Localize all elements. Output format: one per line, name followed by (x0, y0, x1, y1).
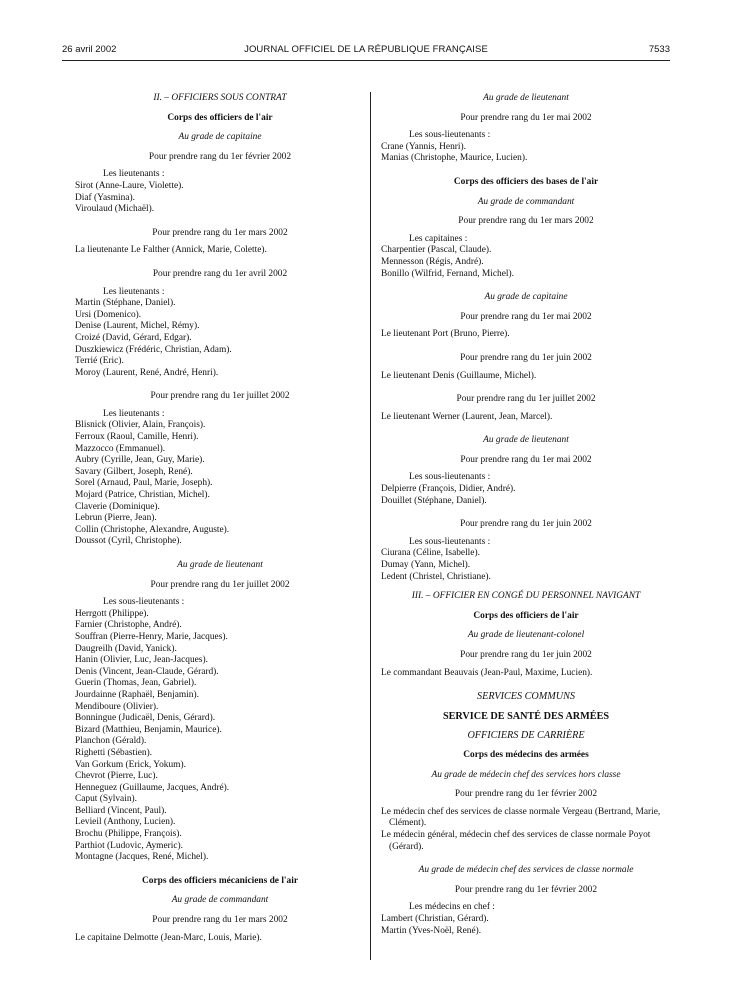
list-item: Mendiboure (Olivier). (75, 701, 159, 712)
list-intro: Les sous-lieutenants : (409, 130, 491, 141)
list-item: Farnier (Christophe, André). (75, 620, 182, 631)
list-item: Chevrot (Pierre, Luc). (75, 771, 158, 782)
list-item: Mennesson (Régis, André). (381, 256, 484, 267)
name-list (75, 181, 365, 216)
grade-heading: Au grade de lieutenant (483, 93, 569, 103)
list-item: Bonningue (Judicaël, Denis, Gérard). (75, 713, 216, 724)
list-intro: Les lieutenants : (103, 169, 165, 180)
name-list (75, 298, 365, 379)
grade-heading: Au grade de lieutenant (483, 435, 569, 446)
name-list (381, 548, 671, 583)
right-column (381, 93, 671, 937)
list-item: Bonillo (Wilfrid, Fernand, Michel). (381, 268, 514, 279)
grade-heading: Au grade de capitaine (178, 132, 262, 143)
rank-date-line: Pour prendre rang du 1er mai 2002 (460, 311, 592, 322)
left-column (75, 93, 365, 944)
list-item: Ursi (Domenico). (75, 309, 142, 320)
grade-heading: Au grade de médecin chef des services de classe normale (418, 865, 634, 876)
list-item: Caput (Sylvain). (75, 794, 137, 805)
list-item: Henneguez (Guillaume, Jacques, André). (75, 782, 230, 793)
list-item: Herrgott (Philippe). (75, 608, 149, 619)
nomination-entry: Le médecin général, médecin chef des services de classe normale Poyot (Gérard). (381, 829, 651, 852)
list-item: Crane (Yannis, Henri). (381, 141, 466, 152)
list-item: Moroy (Laurent, René, André, Henri). (75, 367, 219, 378)
rank-date-line: Pour prendre rang du 1er juillet 2002 (150, 391, 290, 402)
services-communs-heading: SERVICES COMMUNS (477, 691, 575, 703)
rank-date-line: Pour prendre rang du 1er mai 2002 (460, 454, 592, 465)
name-list (381, 245, 671, 280)
rank-date-line: Pour prendre rang du 1er juillet 2002 (456, 394, 596, 405)
nomination-entry: Le lieutenant Denis (Guillaume, Michel). (381, 370, 537, 381)
list-item: Parthiot (Ludovic, Aymeric). (75, 840, 183, 851)
list-item: Righetti (Sébastien). (75, 747, 153, 758)
corps-heading: Corps des officiers des bases de l'air (453, 176, 599, 187)
list-item: Sirot (Anne-Laure, Violette). (75, 180, 184, 191)
nomination-entry: La lieutenante Le Falther (Annick, Marie, Colette). (75, 245, 267, 256)
list-item: Manias (Christophe, Maurice, Lucien). (381, 153, 528, 164)
list-item: Martin (Stéphane, Daniel). (75, 298, 176, 309)
name-list (381, 142, 671, 165)
rank-date-line: Pour prendre rang du 1er mai 2002 (460, 112, 592, 123)
list-intro: Les capitaines : (409, 233, 468, 244)
list-item: Hanin (Olivier, Luc, Jean-Jacques). (75, 655, 208, 666)
rank-date-line: Pour prendre rang du 1er juin 2002 (460, 519, 592, 530)
list-intro: Les lieutenants : (103, 408, 165, 419)
corps-heading: Corps des officiers mécaniciens de l'air (142, 875, 298, 886)
header-date: 26 avril 2002 (62, 44, 117, 55)
list-item: Charpentier (Pascal, Claude). (381, 245, 492, 256)
rank-date-line: Pour prendre rang du 1er mars 2002 (458, 216, 594, 227)
corps-heading: Corps des médecins des armées (463, 749, 589, 760)
list-item: Savary (Gilbert, Joseph, René). (75, 466, 193, 477)
corps-heading: Corps des officiers de l'air (167, 112, 273, 123)
column-divider (370, 92, 371, 960)
list-item: Diaf (Yasmina). (75, 192, 135, 203)
list-item: Souffran (Pierre-Henry, Marie, Jacques). (75, 631, 228, 642)
list-item: Denis (Vincent, Jean-Claude, Gérard). (75, 666, 219, 677)
service-sante-heading: SERVICE DE SANTÉ DES ARMÉES (442, 710, 610, 722)
rank-date-line: Pour prendre rang du 1er juin 2002 (460, 650, 592, 660)
grade-heading: Au grade de médecin chef des services hors classe (431, 769, 621, 780)
name-list (75, 420, 365, 548)
list-intro: Les sous-lieutenants : (409, 472, 491, 483)
rank-date-line: Pour prendre rang du 1er avril 2002 (152, 268, 288, 279)
list-item: Jourdainne (Raphaël, Benjamin). (75, 689, 199, 700)
list-item: Montagne (Jacques, René, Michel). (75, 852, 209, 863)
list-item: Guerin (Thomas, Jean, Gabriel). (75, 678, 197, 689)
list-item: Daugreilh (David, Yanick). (75, 643, 177, 654)
list-item: Aubry (Cyrille, Jean, Guy, Marie). (75, 455, 205, 466)
nomination-entry: Le médecin chef des services de classe normale Vergeau (Bertrand, Marie, Clément). (381, 806, 661, 829)
grade-heading: Au grade de lieutenant (177, 560, 263, 570)
grade-heading: Au grade de commandant (171, 895, 269, 906)
list-item: Denise (Laurent, Michel, Rémy). (75, 321, 200, 332)
list-item: Planchon (Gérald). (75, 736, 147, 747)
list-item: Doussot (Cyril, Christophe). (75, 536, 182, 547)
list-item: Mojard (Patrice, Christian, Michel). (75, 490, 210, 501)
page-header (62, 44, 670, 58)
section-title-ii: II. – OFFICIERS SOUS CONTRAT (153, 93, 287, 103)
list-item: Viroulaud (Michaël). (75, 204, 155, 215)
list-item: Lebrun (Pierre, Jean). (75, 513, 157, 524)
header-page-number: 7533 (648, 44, 670, 55)
grade-heading: Au grade de capitaine (484, 292, 568, 303)
section-title-iii: III. – OFFICIER EN CONGÉ DU PERSONNEL NAVIGANT (411, 591, 641, 602)
header-journal-title: JOURNAL OFFICIEL DE LA RÉPUBLIQUE FRANÇAISE (244, 44, 488, 55)
nomination-entry: Le commandant Beauvais (Jean-Paul, Maxime, Lucien). (381, 667, 593, 678)
list-item: Ledent (Christel, Christiane). (381, 571, 491, 582)
rank-date-line: Pour prendre rang du 1er mars 2002 (152, 227, 288, 238)
rank-date-line: Pour prendre rang du 1er février 2002 (148, 151, 292, 162)
header-rule (62, 60, 670, 61)
rank-date-line: Pour prendre rang du 1er juillet 2002 (150, 579, 290, 590)
list-item: Douillet (Stéphane, Daniel). (381, 495, 487, 506)
list-intro: Les sous-lieutenants : (103, 597, 185, 608)
list-item: Lambert (Christian, Gérard). (381, 913, 489, 924)
name-list (381, 484, 671, 507)
list-item: Duszkiewicz (Frédéric, Christian, Adam). (75, 344, 232, 355)
rank-date-line: Pour prendre rang du 1er février 2002 (454, 884, 598, 895)
officiers-carriere-heading: OFFICIERS DE CARRIÈRE (467, 730, 585, 742)
list-item: Mazzocco (Emmanuel). (75, 443, 166, 454)
list-item: Croizé (David, Gérard, Edgar). (75, 332, 192, 343)
list-item: Dumay (Yann, Michel). (381, 560, 471, 571)
rank-date-line: Pour prendre rang du 1er juin 2002 (460, 352, 592, 363)
grade-heading: Au grade de commandant (477, 196, 575, 207)
list-item: Levieil (Anthony, Lucien). (75, 817, 176, 828)
list-item: Delpierre (François, Didier, André). (381, 484, 516, 495)
list-item: Claverie (Dominique). (75, 501, 160, 512)
list-intro: Les sous-lieutenants : (409, 536, 491, 547)
list-item: Blisnick (Olivier, Alain, François). (75, 420, 206, 431)
list-item: Bizard (Matthieu, Benjamin, Maurice). (75, 724, 222, 735)
nomination-entry: Le lieutenant Werner (Laurent, Jean, Marcel). (381, 411, 553, 422)
nomination-entry: Le lieutenant Port (Bruno, Pierre). (381, 329, 510, 340)
list-item: Brochu (Philippe, François). (75, 829, 182, 840)
list-item: Ferroux (Raoul, Camille, Henri). (75, 432, 199, 443)
list-item: Ciurana (Céline, Isabelle). (381, 548, 480, 559)
list-item: Van Gorkum (Erick, Yokum). (75, 759, 186, 770)
list-intro: Les médecins en chef : (409, 902, 495, 913)
list-item: Sorel (Arnaud, Paul, Marie, Joseph). (75, 478, 213, 489)
rank-date-line: Pour prendre rang du 1er mars 2002 (152, 915, 288, 926)
list-intro: Les lieutenants : (103, 286, 165, 297)
list-item: Belliard (Vincent, Paul). (75, 805, 167, 816)
list-item: Collin (Christophe, Alexandre, Auguste). (75, 524, 230, 535)
name-list (381, 914, 671, 937)
corps-heading: Corps des officiers de l'air (473, 610, 579, 621)
list-item: Terrié (Eric). (75, 356, 124, 367)
nomination-entry: Le capitaine Delmotte (Jean-Marc, Louis, Marie). (75, 932, 262, 943)
rank-date-line: Pour prendre rang du 1er février 2002 (454, 789, 598, 800)
name-list (75, 609, 365, 864)
list-item: Martin (Yves-Noël, René). (381, 925, 482, 936)
grade-heading: Au grade de lieutenant-colonel (467, 630, 585, 641)
